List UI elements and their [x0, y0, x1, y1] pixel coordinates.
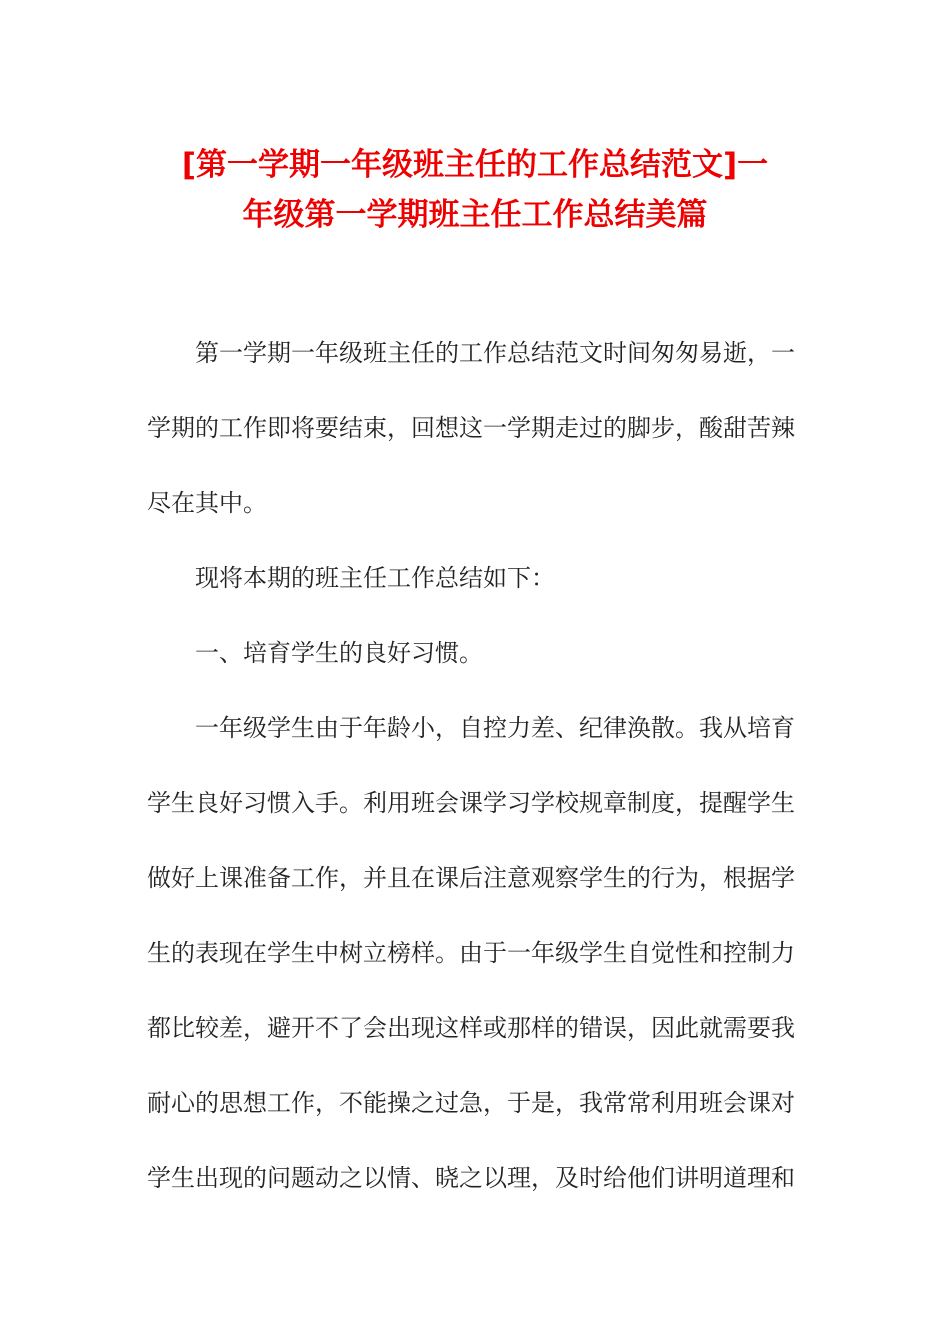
document-body	[147, 322, 797, 1222]
title-line-2: 年级第一学期班主任工作总结美篇	[242, 197, 708, 233]
title-line-1: [第一学期一年级班主任的工作总结范文]一	[181, 147, 769, 183]
document-title	[130, 140, 820, 240]
paragraph-line: 学生良好习惯入手。利用班会课学习学校规章制度，提醒学生	[147, 789, 795, 817]
paragraph-line: 学期的工作即将要结束，回想这一学期走过的脚步，酸甜苦辣	[147, 414, 795, 442]
paragraph-line: 一年级学生由于年龄小，自控力差、纪律涣散。我从培育	[195, 714, 795, 742]
paragraph-line: 做好上课准备工作，并且在课后注意观察学生的行为，根据学	[147, 864, 795, 892]
paragraph-line: 生的表现在学生中树立榜样。由于一年级学生自觉性和控制力	[147, 939, 795, 967]
section-heading: 一、培育学生的良好习惯。	[195, 639, 483, 667]
paragraph-line: 都比较差，避开不了会出现这样或那样的错误，因此就需要我	[147, 1014, 795, 1042]
paragraph-line: 第一学期一年级班主任的工作总结范文时间匆匆易逝，一	[195, 339, 795, 367]
paragraph-line: 学生出现的问题动之以情、晓之以理，及时给他们讲明道理和	[147, 1164, 795, 1192]
paragraph-line: 尽在其中。	[147, 489, 267, 517]
paragraph-line: 现将本期的班主任工作总结如下：	[195, 564, 555, 592]
paragraph-line: 耐心的思想工作，不能操之过急，于是，我常常利用班会课对	[147, 1089, 795, 1117]
